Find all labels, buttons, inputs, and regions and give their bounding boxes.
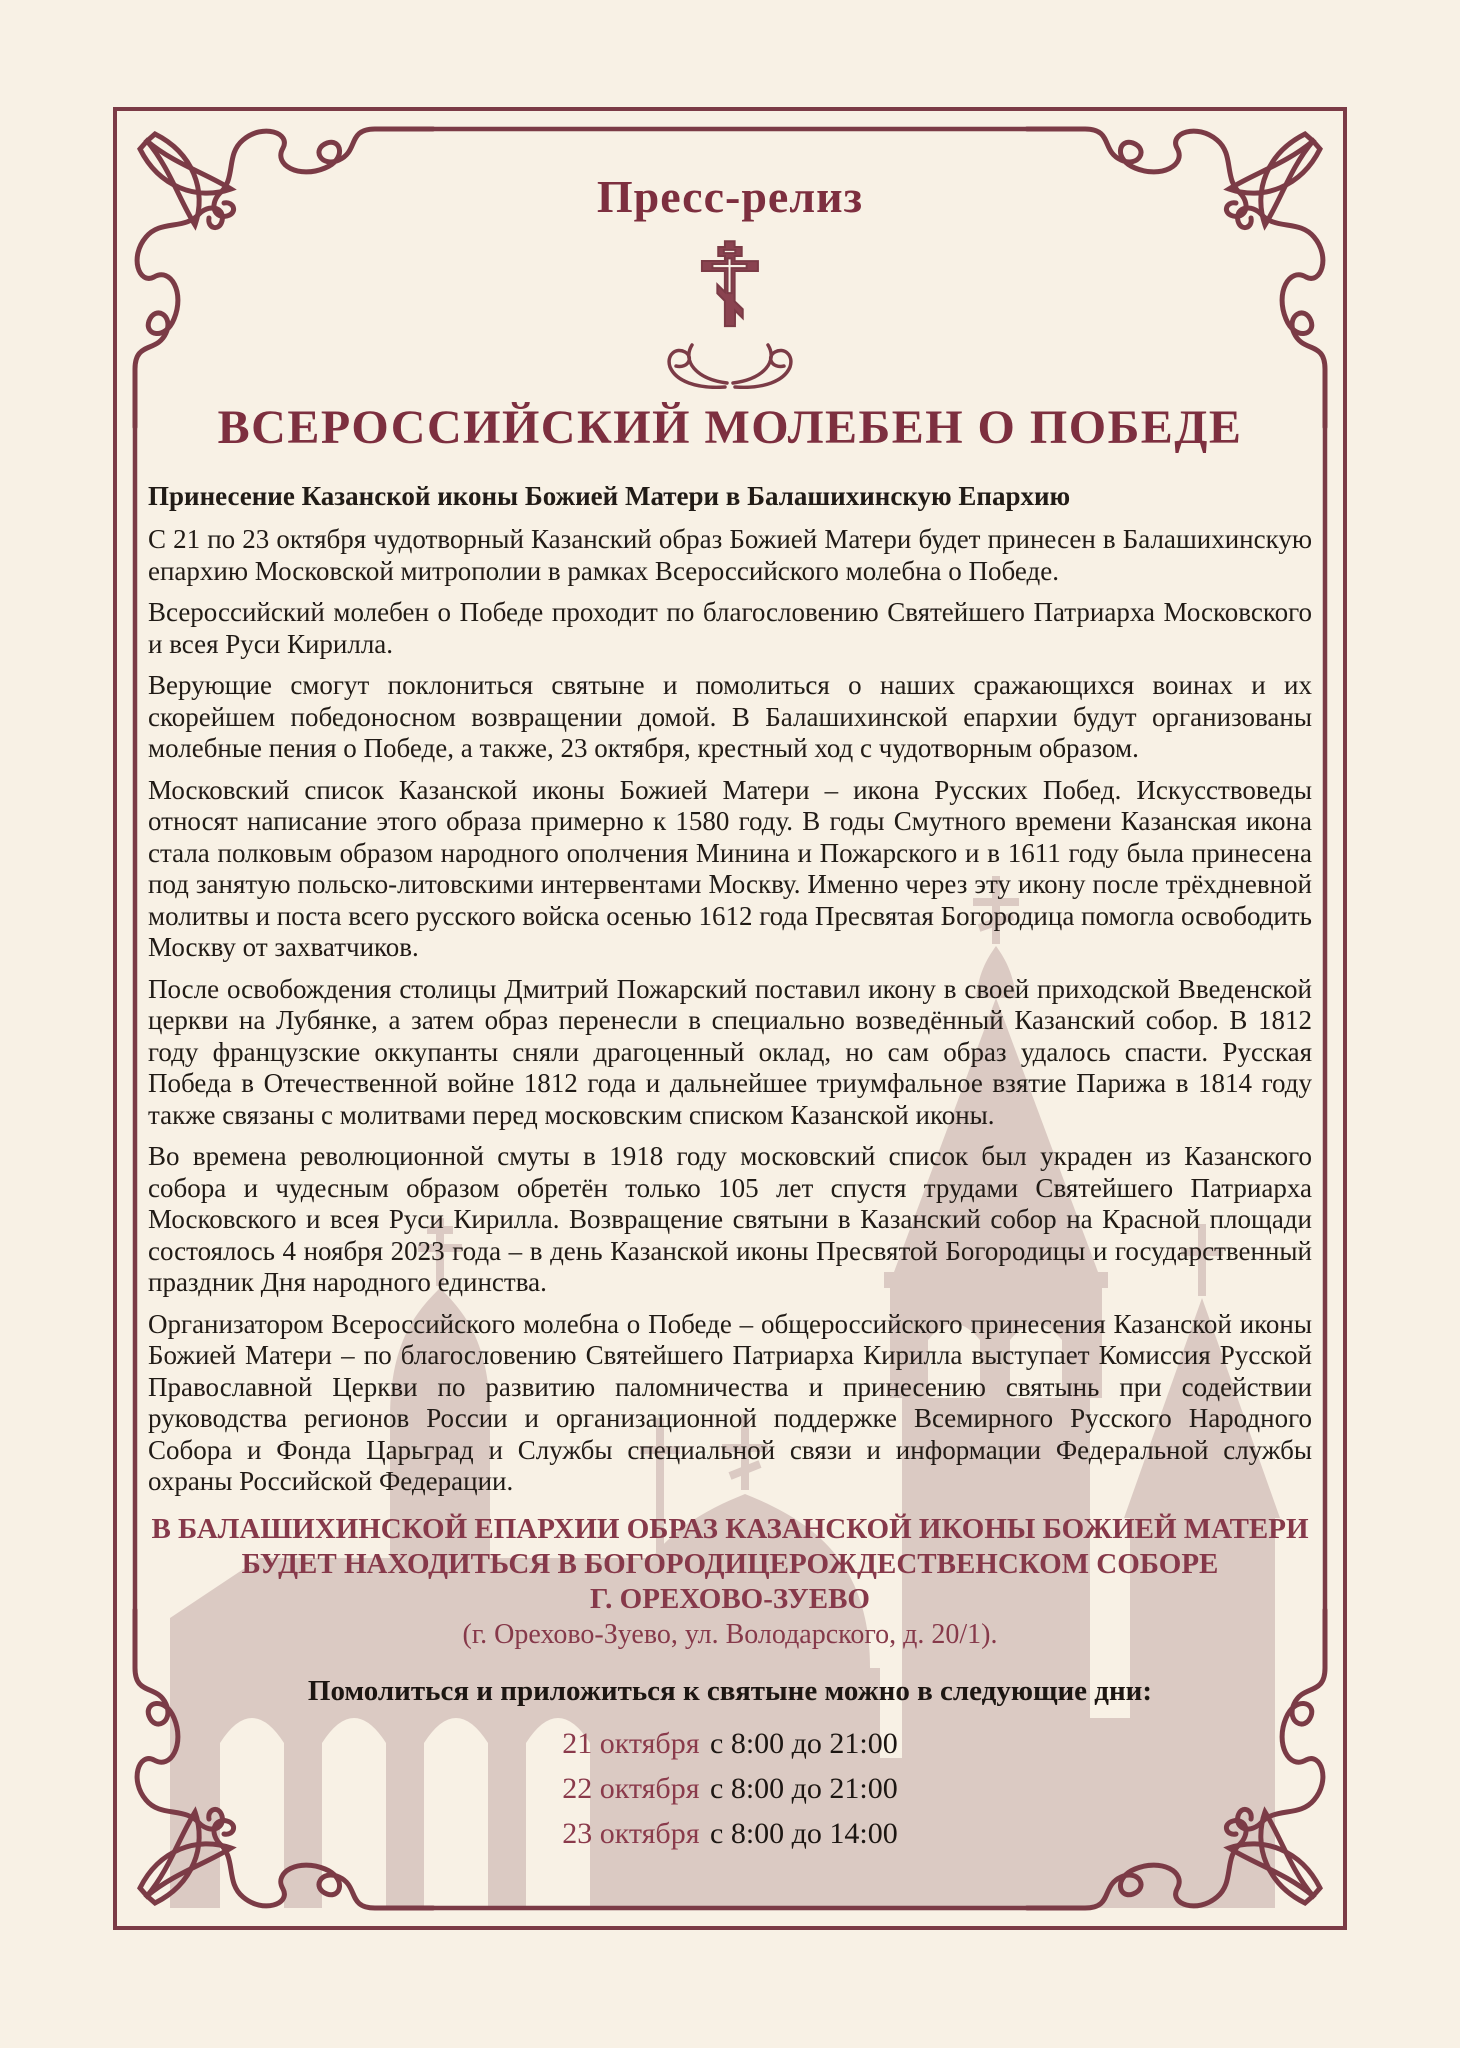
paragraph: Всероссийский молебен о Победе проходит по благословению Святейшего Патриарха Московского и всея Руси Кирилла. — [148, 597, 1312, 659]
highlight-line: Г. ОРЕХОВО-ЗУЕВО — [590, 1582, 870, 1615]
highlight-line: БУДЕТ НАХОДИТЬСЯ В БОГОРОДИЦЕРОЖДЕСТВЕНСКОМ СОБОРЕ — [241, 1547, 1219, 1580]
schedule-time: с 8:00 до 21:00 — [710, 1726, 898, 1760]
address-line: (г. Орехово-Зуево, ул. Володарского, д. 20/1). — [462, 1618, 998, 1650]
press-release-label: Пресс-релиз — [596, 171, 864, 222]
orthodox-cross-icon — [615, 219, 845, 389]
schedule-list — [148, 1721, 1312, 1856]
paragraph: С 21 по 23 октября чудотворный Казанский образ Божией Матери будет принесен в Балашихинскую епархию Московской митрополии в рамках Всероссийского молебна о Победе. — [148, 524, 1312, 586]
highlight-line: В БАЛАШИХИНСКОЙ ЕПАРХИИ ОБРАЗ КАЗАНСКОЙ ИКОНЫ БОЖИЕЙ МАТЕРИ — [151, 1512, 1309, 1545]
schedule-date: 22 октября — [562, 1771, 700, 1805]
schedule-date: 23 октября — [562, 1816, 700, 1850]
schedule-time: с 8:00 до 14:00 — [710, 1816, 898, 1850]
schedule-date: 21 октября — [562, 1726, 700, 1760]
schedule-item — [148, 1811, 1312, 1856]
page-title: ВСЕРОССИЙСКИЙ МОЛЕБЕН О ПОБЕДЕ — [217, 401, 1243, 454]
schedule-item — [148, 1766, 1312, 1811]
schedule-time: с 8:00 до 21:00 — [710, 1771, 898, 1805]
lead-paragraph: Принесение Казанской иконы Божией Матери в Балашихинскую Епархию — [148, 481, 1071, 511]
paragraph: Организатором Всероссийского молебна о Победе – общероссийского принесения Казанской иконы Божией Матери – по благословению Святейшего Патриарха Кирилла выступает Комиссия Русской Православной Церкви по развитию паломничества и принесению святынь при содействии руководства регионов России и организационной поддержке Всемирного Русского Народного Собора и Фонда Царьград и Службы специальной связи и информации Федеральной службы охраны Российской Федерации. — [148, 1308, 1312, 1496]
paragraph: После освобождения столицы Дмитрий Пожарский поставил икону в своей приходской Введенской церкви на Лубянке, а затем образ перенесли в специально возведённый Казанский собор. В 1812 году французские оккупанты сняли драгоценный оклад, но сам образ удалось спасти. Русская Победа в Отечественной войне 1812 года и дальнейшее триумфальное взятие Парижа в 1814 году также связаны с молитвами перед московским списком Казанской иконы. — [148, 973, 1312, 1130]
location-announcement — [148, 1512, 1312, 1652]
paragraph: Московский список Казанской иконы Божией Матери – икона Русских Побед. Искусствоведы относят написание этого образа примерно к 1580 году. В годы Смутного времени Казанская икона стала полковым образом народного ополчения Минина и Пожарского и в 1611 году была принесена под занятую польско-литовскими интервентами Москву. Именно через эту икону после трёхдневной молитвы и поста всего русского войска осенью 1612 года Пресвятая Богородица помогла освободить Москву от захватчиков. — [148, 774, 1312, 962]
schedule-item — [148, 1721, 1312, 1766]
schedule-intro: Помолиться и приложиться к святыне можно в следующие дни: — [307, 1674, 1153, 1707]
orthodox-cross-glyph: ☦ — [692, 219, 768, 354]
paragraph: Верующие смогут поклониться святыне и помолиться о наших сражающихся воинах и их скорейшем победоносном возвращении домой. В Балашихинской епархии будут организованы молебные пения о Победе, а также, 23 октября, крестный ход с чудотворным образом. — [148, 670, 1312, 763]
paragraph: Во времена революционной смуты в 1918 году московский список был украден из Казанского собора и чудесным образом обретён только 105 лет спустя трудами Святейшего Патриарха Московского и всея Руси Кирилла. Возвращение святыни в Казанский собор на Красной площади состоялось 4 ноября 2023 года – в день Казанской иконы Пресвятой Богородицы и государственный праздник Дня народного единства. — [148, 1141, 1312, 1297]
cross-flourish-icon — [630, 343, 830, 389]
content-area — [148, 140, 1312, 1856]
